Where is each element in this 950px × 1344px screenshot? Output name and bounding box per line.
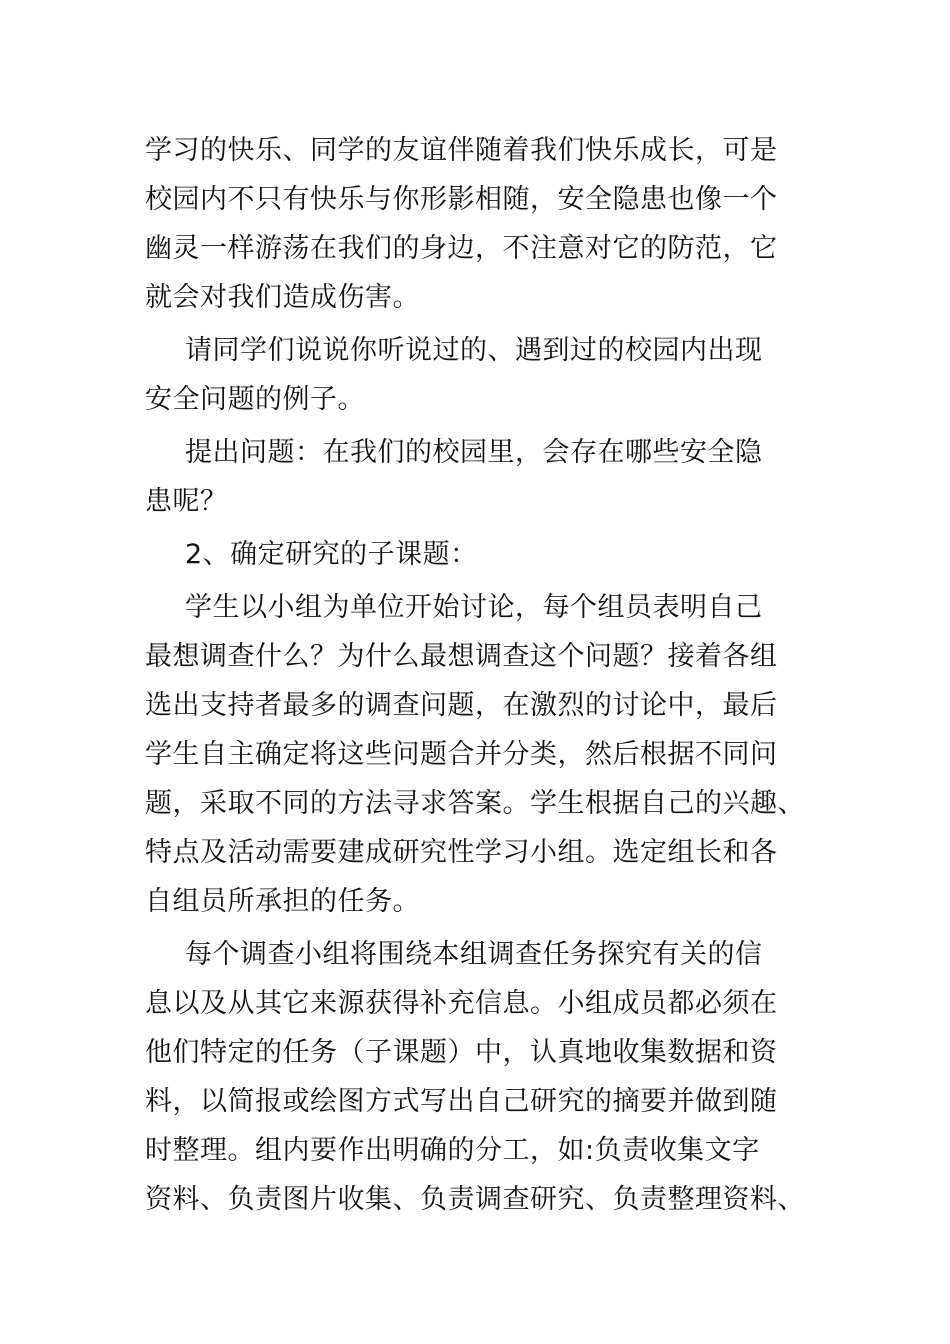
text-line: 时整理。组内要作出明确的分工，如:负责收集文字 (145, 1135, 760, 1166)
section-heading: 2、确定研究的子课题： (185, 539, 478, 570)
text-line: 他们特定的任务（子课题）中，认真地收集数据和资 (145, 1037, 778, 1068)
text-line: 息以及从其它来源获得补充信息。小组成员都必须在 (145, 988, 778, 1019)
text-line: 请同学们说说你听说过的、遇到过的校园内出现 (185, 335, 763, 366)
text-line: 就会对我们造成伤害。 (145, 282, 420, 313)
text-line: 学生自主确定将这些问题合并分类，然后根据不同问 (145, 739, 778, 770)
text-line: 每个调查小组将围绕本组调查任务探究有关的信 (185, 939, 763, 970)
text-line: 学生以小组为单位开始讨论，每个组员表明自己 (185, 592, 763, 623)
text-line: 安全问题的例子。 (145, 384, 365, 415)
text-line: 特点及活动需要建成研究性学习小组。选定组长和各 (145, 837, 778, 868)
text-line: 题，采取不同的方法寻求答案。学生根据自己的兴趣、 (145, 788, 805, 819)
text-line: 料，以简报或绘图方式写出自己研究的摘要并做到随 (145, 1086, 778, 1117)
text-line: 提出问题：在我们的校园里，会存在哪些安全隐 (185, 437, 763, 468)
body-text (145, 126, 845, 1224)
text-line: 幽灵一样游荡在我们的身边，不注意对它的防范，它 (145, 233, 778, 264)
text-line: 自组员所承担的任务。 (145, 886, 420, 917)
text-line: 最想调查什么？为什么最想调查这个问题？接着各组 (145, 641, 778, 672)
text-line: 校园内不只有快乐与你形影相随，安全隐患也像一个 (145, 184, 778, 215)
text-line: 学习的快乐、同学的友谊伴随着我们快乐成长，可是 (145, 135, 778, 166)
text-line: 患呢？ (145, 486, 228, 517)
text-line: 选出支持者最多的调查问题，在激烈的讨论中，最后 (145, 690, 778, 721)
text-line: 资料、负责图片收集、负责调查研究、负责整理资料、 (145, 1184, 805, 1215)
